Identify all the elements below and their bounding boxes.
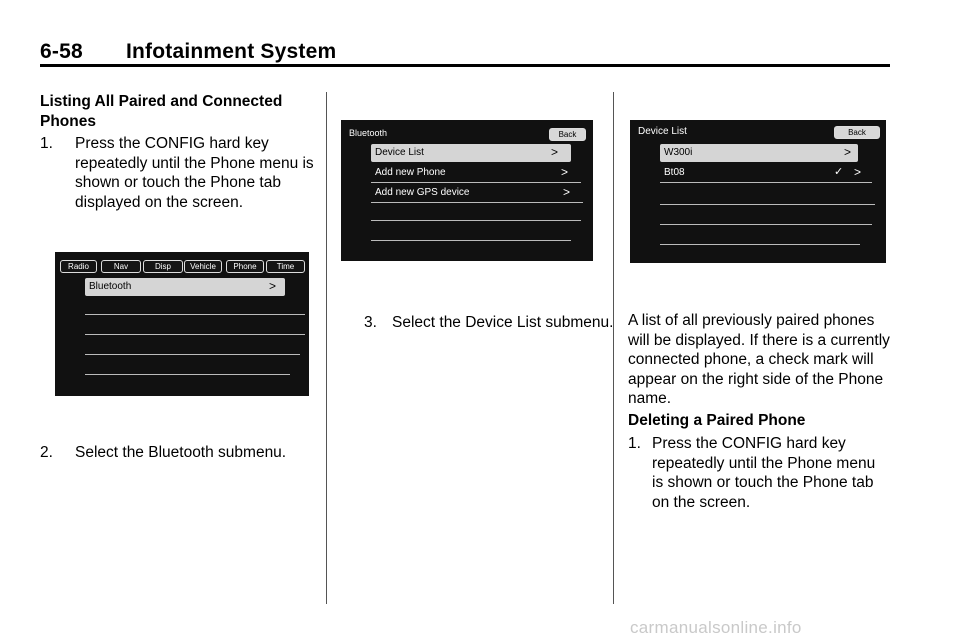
tab-nav[interactable]: Nav xyxy=(101,260,141,273)
screen-title: Device List xyxy=(638,126,687,137)
screen-device-list xyxy=(630,120,886,263)
tab-phone[interactable]: Phone xyxy=(226,260,264,273)
header-rule xyxy=(40,64,890,67)
screen-bluetooth-menu xyxy=(341,120,593,261)
screen-phone-menu xyxy=(55,252,309,396)
chevron-right-icon: > xyxy=(854,165,862,179)
section-heading-listing: Listing All Paired and Connected Phones xyxy=(40,93,283,130)
menu-row-empty xyxy=(371,240,571,241)
paragraph-paired-phones: A list of all previously paired phones will be displayed. If there is a currently connected phone, a check mark will appear on the right side of the Phone name. xyxy=(628,312,890,407)
device-row-empty xyxy=(660,244,860,245)
menu-row-empty xyxy=(85,354,300,355)
check-mark-icon: ✓ xyxy=(834,166,844,178)
chevron-right-icon: > xyxy=(551,145,559,159)
menu-row-bluetooth[interactable]: Bluetooth > xyxy=(85,278,285,296)
tab-vehicle[interactable]: Vehicle xyxy=(184,260,222,273)
menu-row-empty xyxy=(85,314,305,315)
page-number: 6-58 xyxy=(40,40,83,63)
tab-disp[interactable]: Disp xyxy=(143,260,183,273)
menu-row-device-list[interactable]: Device List > xyxy=(371,144,571,162)
back-button[interactable]: Back xyxy=(549,128,586,141)
column-divider-1 xyxy=(326,92,327,604)
watermark-text: carmanualsonline.info xyxy=(630,618,802,637)
step-1-listing xyxy=(40,134,315,214)
chevron-right-icon: > xyxy=(561,165,569,179)
screen-title: Bluetooth xyxy=(349,128,388,138)
section-heading-deleting: Deleting a Paired Phone xyxy=(628,412,806,429)
menu-row-empty xyxy=(85,374,290,375)
device-row-bt08[interactable]: Bt08 ✓ > xyxy=(660,164,872,183)
menu-row-empty xyxy=(371,220,581,221)
tab-time[interactable]: Time xyxy=(266,260,305,273)
chevron-right-icon: > xyxy=(269,279,277,293)
device-row-w300i[interactable]: W300i > xyxy=(660,144,858,162)
page-header xyxy=(40,38,890,66)
back-button[interactable]: Back xyxy=(834,126,880,139)
device-row-empty xyxy=(660,204,875,205)
menu-row-add-new-gps-device[interactable]: Add new GPS device > xyxy=(371,184,583,203)
section-title: Infotainment System xyxy=(126,40,337,63)
column-divider-2 xyxy=(613,92,614,604)
menu-row-empty xyxy=(85,334,305,335)
step-text: Press the CONFIG hard key repeatedly until the Phone menu is shown or touch the Phone tab displayed on the screen. xyxy=(75,135,314,211)
step-1-deleting: 1. Press the CONFIG hard key repeatedly until the Phone menu is shown or touch the Phone tab on the screen. xyxy=(628,435,876,511)
device-row-empty xyxy=(660,224,872,225)
menu-row-add-new-phone[interactable]: Add new Phone > xyxy=(371,164,581,183)
chevron-right-icon: > xyxy=(844,145,852,159)
step-number: 1. xyxy=(40,135,53,152)
chevron-right-icon: > xyxy=(563,185,571,199)
tab-radio[interactable]: Radio xyxy=(60,260,97,273)
